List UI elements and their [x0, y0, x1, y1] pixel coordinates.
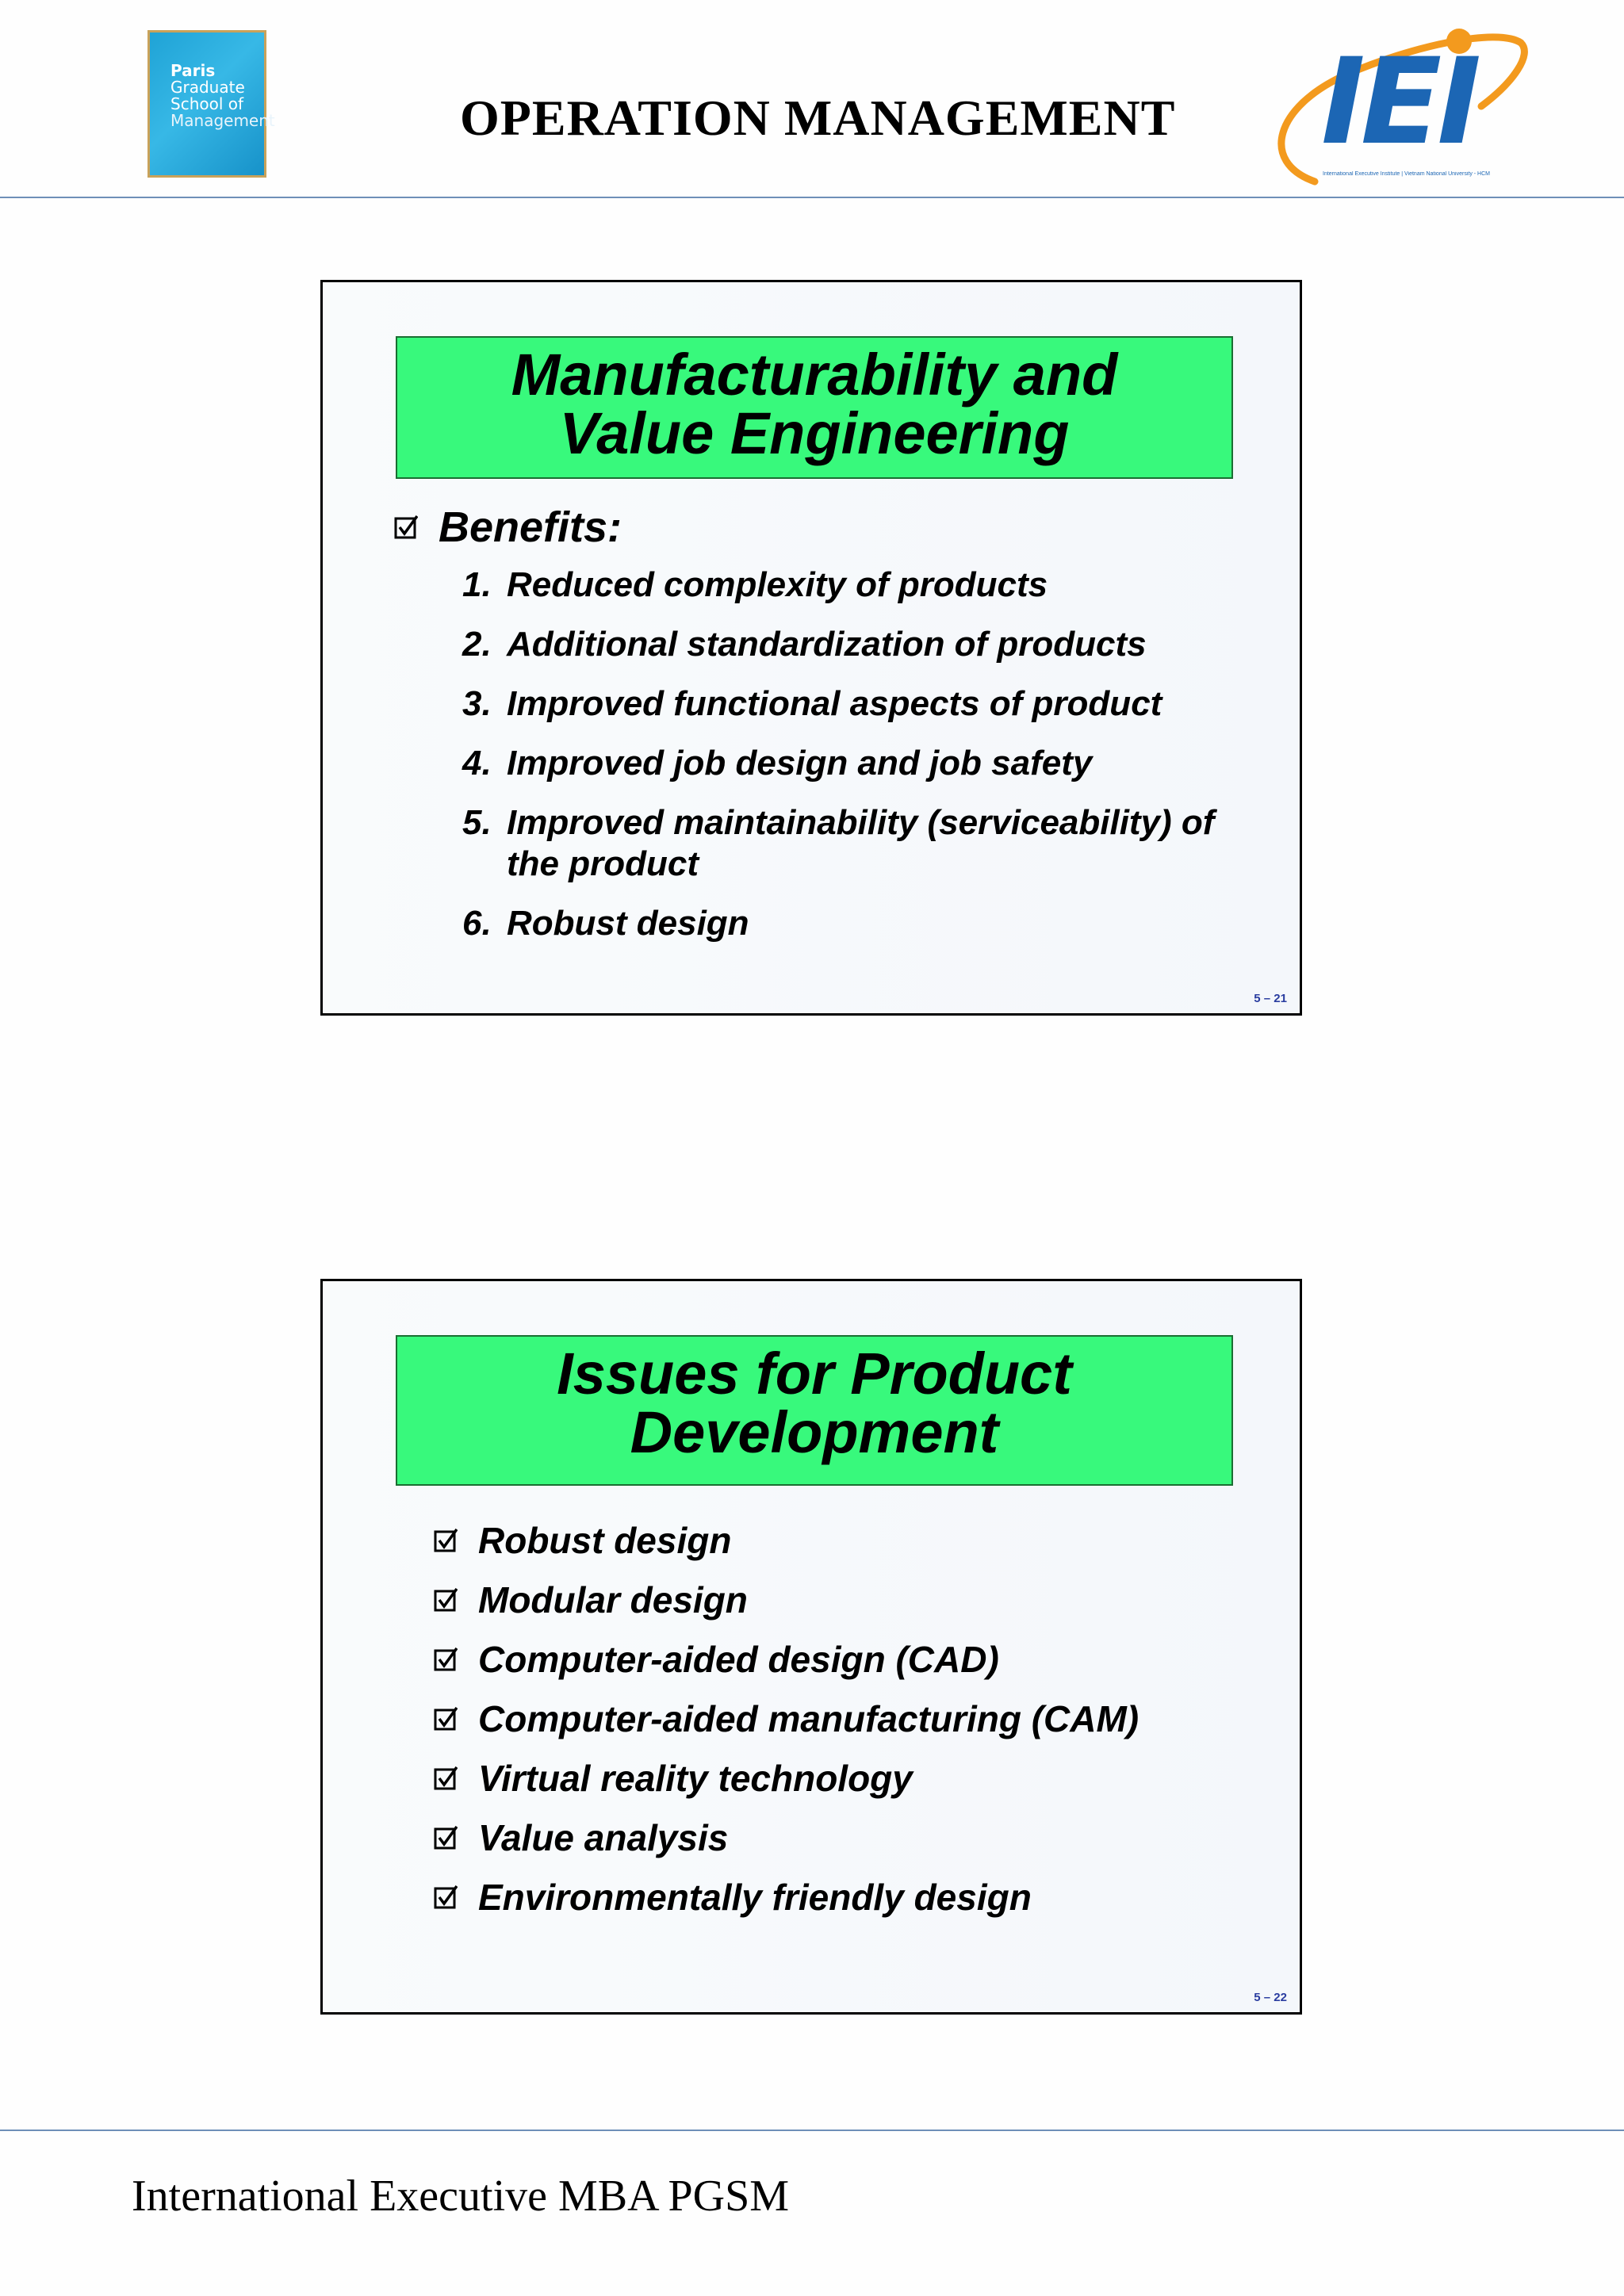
header-rule: [0, 197, 1624, 198]
checkbox-checked-icon: [434, 1885, 458, 1909]
list-item: [434, 1868, 1139, 1927]
slide-title-line: Manufacturability and: [511, 342, 1118, 408]
checkbox-checked-icon: [394, 515, 418, 539]
item-text: Modular design: [478, 1579, 748, 1621]
checkbox-checked-icon: [434, 1766, 458, 1790]
checkbox-checked-icon: [434, 1588, 458, 1612]
benefits-heading: [394, 503, 622, 552]
checkbox-checked-icon: [434, 1647, 458, 1671]
page-title: OPERATION MANAGEMENT: [460, 90, 1176, 146]
slide-number: 5 – 22: [1254, 1991, 1287, 2004]
list-item: [462, 564, 1252, 606]
item-text: Value analysis: [478, 1817, 729, 1858]
list-item: [462, 624, 1252, 665]
list-item: [462, 802, 1252, 885]
iei-tagline: International Executive Institute | Vietnam National University - HCM: [1323, 171, 1491, 177]
item-text: Robust design: [507, 904, 749, 943]
item-text: Improved maintainability (serviceability) of the product: [507, 803, 1215, 883]
slide-title: [396, 1335, 1233, 1486]
checkbox-checked-icon: [434, 1826, 458, 1850]
iei-letters: IEI: [1321, 33, 1477, 171]
footer-text: International Executive MBA PGSM: [132, 2172, 790, 2221]
footer-rule: [0, 2130, 1624, 2131]
logo-line: Management: [170, 111, 275, 130]
slide-issues-product-development: [320, 1279, 1302, 2015]
item-text: Virtual reality technology: [478, 1758, 913, 1799]
slide-title-line: Issues for Product: [557, 1341, 1072, 1406]
slide-title-line: Value Engineering: [559, 400, 1070, 466]
slide-title: [396, 336, 1233, 479]
slide-number: 5 – 21: [1254, 992, 1287, 1005]
list-item: [434, 1689, 1139, 1749]
item-text: Improved functional aspects of product: [507, 684, 1162, 723]
iei-logo: [1259, 19, 1529, 186]
item-number: 1.: [462, 565, 492, 604]
list-item: [434, 1511, 1139, 1571]
issues-list: [434, 1511, 1139, 1927]
item-text: Robust design: [478, 1520, 732, 1561]
list-item: [434, 1808, 1139, 1868]
list-item: [434, 1571, 1139, 1630]
item-text: Environmentally friendly design: [478, 1877, 1032, 1918]
item-number: 3.: [462, 684, 492, 723]
checkbox-checked-icon: [434, 1707, 458, 1731]
item-number: 5.: [462, 803, 492, 842]
pgsm-logo: [147, 30, 275, 178]
logo-line: Paris: [170, 61, 216, 80]
list-item: [434, 1630, 1139, 1689]
slide-manufacturability: [320, 280, 1302, 1016]
item-text: Computer-aided design (CAD): [478, 1639, 999, 1680]
item-number: 4.: [462, 744, 492, 783]
item-number: 2.: [462, 625, 492, 664]
slide-title-line: Development: [630, 1399, 999, 1465]
item-text: Improved job design and job safety: [507, 744, 1093, 783]
list-item: [434, 1749, 1139, 1808]
item-text: Reduced complexity of products: [507, 565, 1048, 604]
benefits-list: [462, 564, 1252, 962]
logo-line: Graduate: [170, 78, 245, 97]
list-item: [462, 903, 1252, 944]
item-text: Additional standardization of products: [507, 625, 1147, 664]
benefits-heading-text: Benefits:: [439, 503, 622, 551]
item-number: 6.: [462, 904, 492, 943]
list-item: [462, 743, 1252, 784]
item-text: Computer-aided manufacturing (CAM): [478, 1698, 1139, 1739]
checkbox-checked-icon: [434, 1529, 458, 1552]
logo-line: School of: [170, 94, 244, 113]
list-item: [462, 683, 1252, 725]
